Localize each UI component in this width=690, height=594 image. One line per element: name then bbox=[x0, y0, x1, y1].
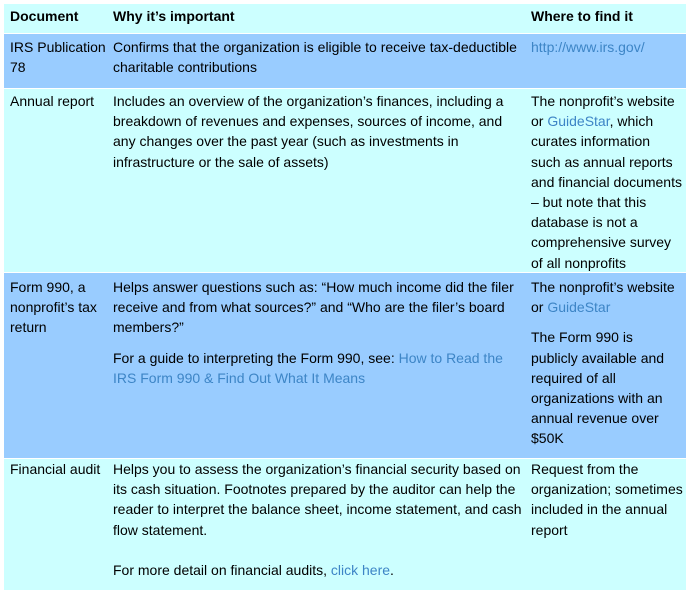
row-why: Confirms that the organization is eligible to receive tax-deductible charitable contributions bbox=[113, 39, 517, 76]
click-here-link[interactable]: click here bbox=[330, 561, 391, 578]
guidestar-link[interactable]: GuideStar bbox=[547, 113, 610, 130]
irs-link[interactable]: http://www.irs.gov/ bbox=[531, 39, 645, 55]
row-why-guide-text: For a guide to interpreting the Form 990, see: bbox=[113, 349, 399, 366]
row-why bbox=[113, 459, 525, 580]
row-where-text bbox=[531, 277, 683, 317]
table-header-row bbox=[4, 4, 686, 33]
row-why-guide bbox=[113, 348, 525, 388]
table-row bbox=[4, 459, 686, 590]
table-row bbox=[4, 273, 686, 458]
row-document: Annual report bbox=[10, 93, 95, 109]
row-why-text: Helps you to assess the organization’s financial security based on its cash situation. Footnotes prepared by the auditor can help the reader to interpret the balance sheet, income statement, and cash flow statement. bbox=[113, 461, 522, 538]
row-where-text: The nonprofit’s website or bbox=[531, 93, 675, 130]
row-where-prefix: The nonprofit’s website or bbox=[531, 279, 675, 316]
row-document: Form 990, a nonprofit’s tax return bbox=[10, 279, 97, 336]
form990-guide-link[interactable]: How to Read the IRS Form 990 & Find Out What It Means bbox=[113, 349, 503, 386]
row-where: Request from the organization; sometimes included in the annual report bbox=[531, 461, 683, 538]
row-why-more-text: For more detail on financial audits, bbox=[113, 561, 331, 578]
header-document: Document bbox=[10, 8, 79, 24]
row-why-more-period: . bbox=[390, 561, 394, 578]
header-why: Why it’s important bbox=[113, 8, 235, 24]
row-where bbox=[531, 277, 683, 449]
guidestar-link[interactable]: GuideStar bbox=[547, 299, 611, 316]
row-where bbox=[531, 91, 683, 273]
table-row bbox=[4, 34, 686, 88]
row-document: IRS Publication 78 bbox=[10, 39, 106, 76]
row-where-note: The Form 990 is publicly available and required of all organizations with an annual revenue over $50K bbox=[531, 329, 665, 447]
row-why bbox=[113, 277, 525, 388]
row-why-text: Helps answer questions such as: “How much income did the filer receive and from what sources?” and “Who are the filer’s board members?” bbox=[113, 279, 514, 336]
row-why: Includes an overview of the organization’s finances, including a breakdown of revenues and expenses, sources of income, and any changes over the past year (such as investments in infrastructure or the sale of assets) bbox=[113, 93, 504, 170]
table-row bbox=[4, 89, 686, 272]
row-where-text-continued: , which curates information such as annual reports and financial documents – but note that this database is not a comprehensive survey of all nonprofits bbox=[531, 113, 682, 271]
row-why-more bbox=[113, 560, 525, 580]
row-document: Financial audit bbox=[10, 461, 101, 477]
header-where: Where to find it bbox=[531, 8, 633, 24]
